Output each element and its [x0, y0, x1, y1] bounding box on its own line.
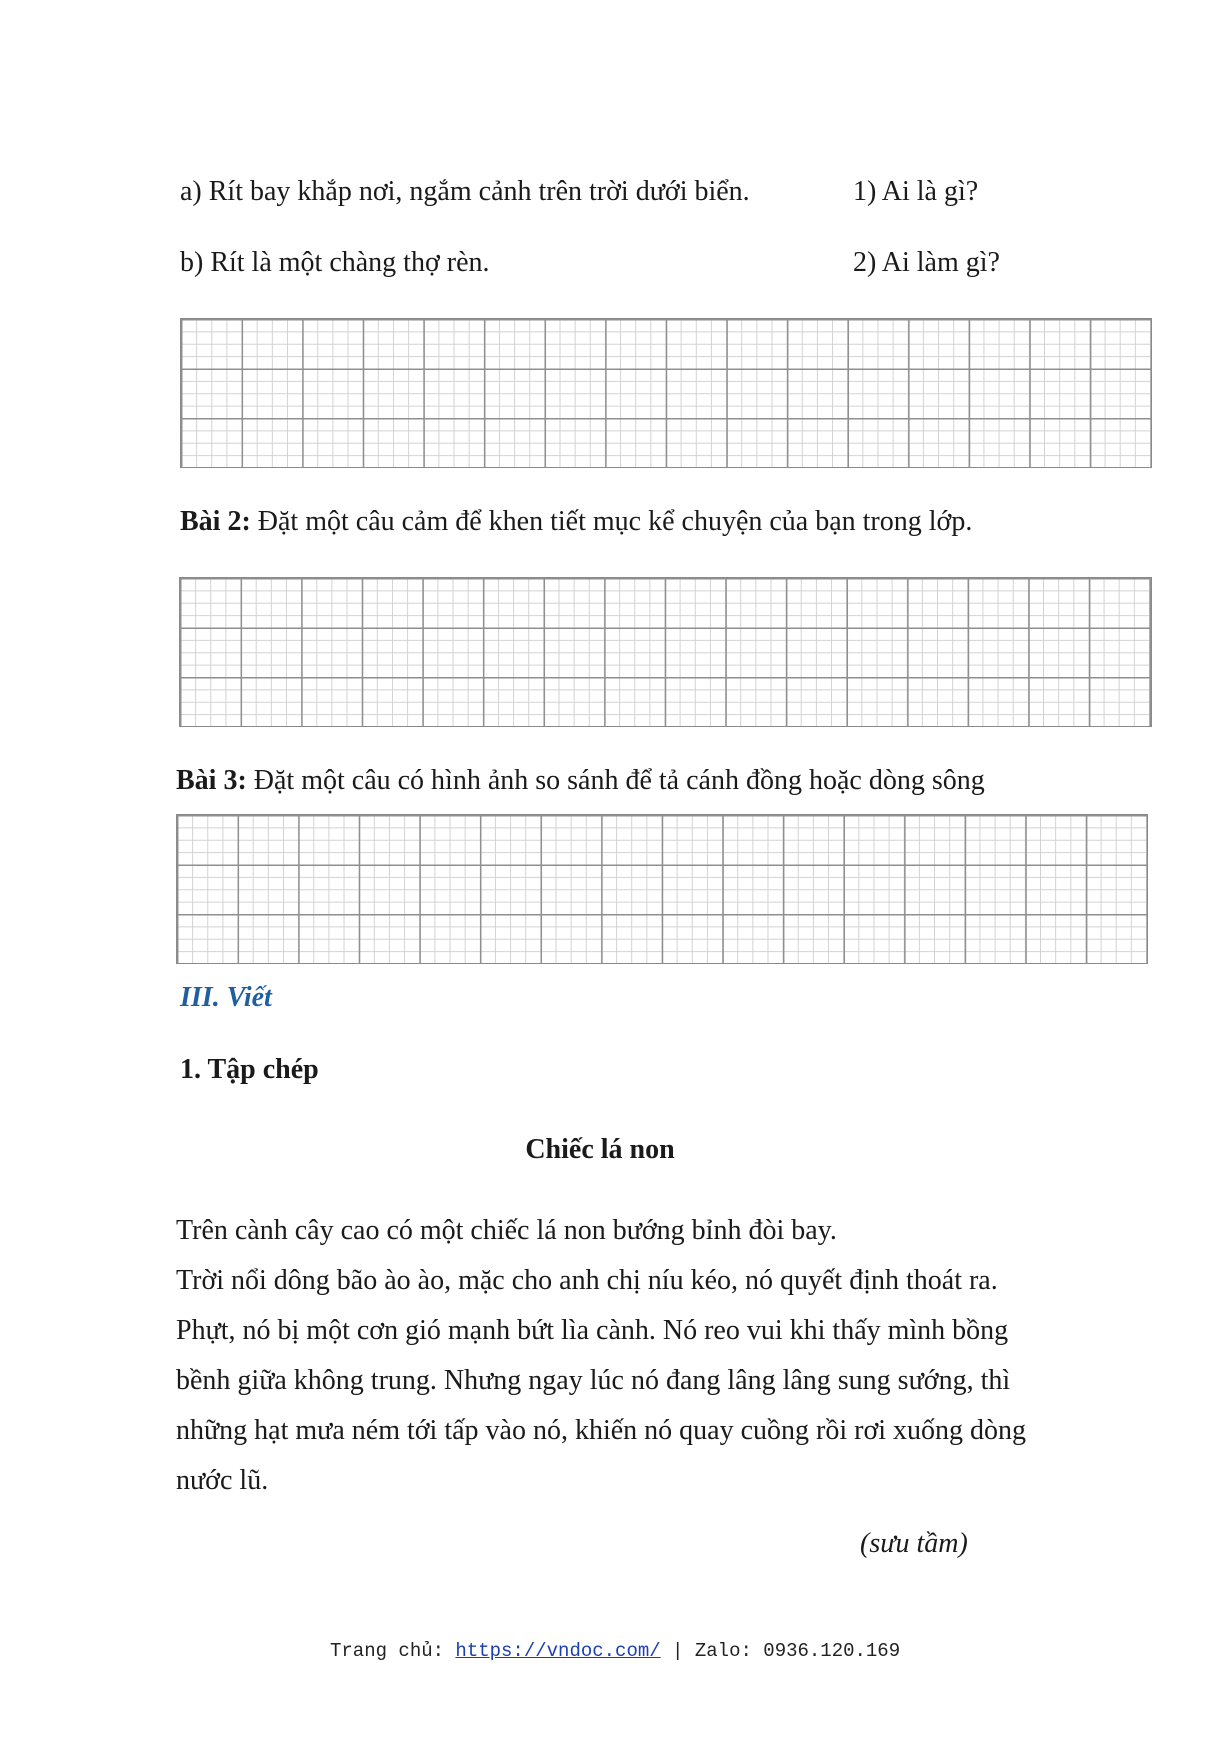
passage-line-2: Trời nổi dông bão ào ào, mặc cho anh chị níu kéo, nó quyết định thoát ra. — [176, 1265, 998, 1296]
passage-title-text: Chiếc lá non — [525, 1134, 675, 1165]
writing-grid-3[interactable] — [176, 814, 1148, 964]
page-footer — [330, 1640, 900, 1662]
exercise-3-prompt — [176, 765, 985, 797]
sentence-a: a) Rít bay khắp nơi, ngắm cảnh trên trời dưới biển. — [180, 176, 750, 207]
passage-line-5: những hạt mưa ném tới tấp vào nó, khiến nó quay cuồng rồi rơi xuống dòng — [176, 1415, 1027, 1446]
passage-source: (sưu tầm) — [860, 1528, 968, 1559]
exercise-2-prompt — [180, 506, 972, 538]
exercise-2-label: Bài 2: — [180, 506, 251, 537]
answer-2: 2) Ai làm gì? — [853, 247, 1000, 278]
footer-home-link[interactable]: https://vndoc.com/ — [455, 1640, 661, 1662]
section-heading: III. Viết — [180, 982, 272, 1013]
exercise-3-text: Đặt một câu có hình ảnh so sánh để tả cánh đồng hoặc dòng sông — [246, 765, 985, 796]
answer-1: 1) Ai là gì? — [853, 176, 979, 207]
footer-separator: | — [660, 1640, 695, 1662]
passage-line-1: Trên cành cây cao có một chiếc lá non bướng bỉnh đòi bay. — [176, 1215, 837, 1246]
passage-line-3: Phựt, nó bị một cơn gió mạnh bứt lìa cành. Nó reo vui khi thấy mình bồng — [176, 1315, 1009, 1346]
exercise-2-text: Đặt một câu cảm để khen tiết mục kể chuyện của bạn trong lớp. — [250, 506, 973, 537]
subsection-heading: 1. Tập chép — [180, 1054, 319, 1085]
passage-title — [0, 1134, 1228, 1166]
sentence-b: b) Rít là một chàng thợ rèn. — [180, 247, 490, 278]
passage-line-6: nước lũ. — [176, 1465, 269, 1496]
footer-home-label: Trang chủ: — [330, 1640, 456, 1662]
writing-grid-2[interactable] — [179, 577, 1152, 727]
writing-grid-1[interactable] — [180, 318, 1152, 468]
footer-zalo: Zalo: 0936.120.169 — [694, 1640, 901, 1662]
passage-line-4: bềnh giữa không trung. Nhưng ngay lúc nó đang lâng lâng sung sướng, thì — [176, 1365, 1011, 1396]
exercise-3-label: Bài 3: — [176, 765, 247, 796]
